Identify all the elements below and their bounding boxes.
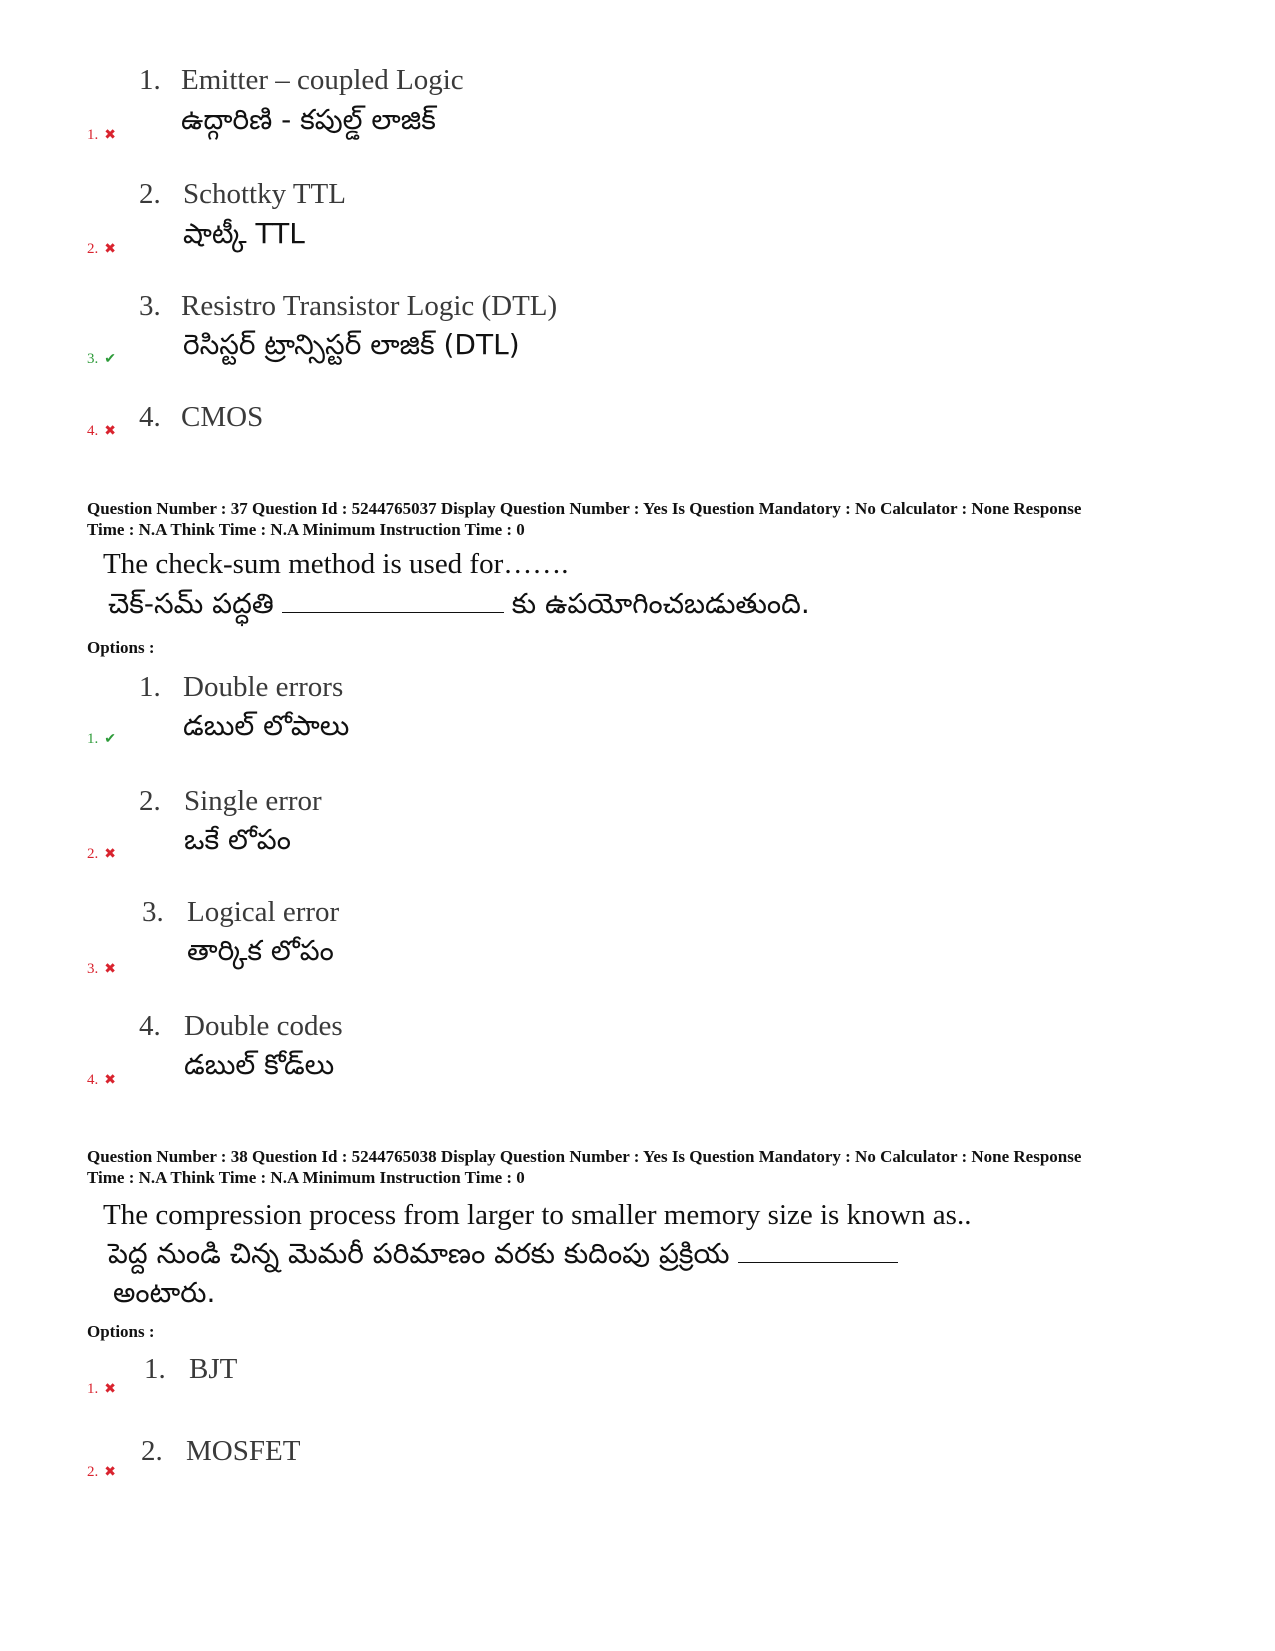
option-text-telugu: ఉద్గారిణి - కపుల్డ్ లాజిక్: [181, 103, 436, 136]
option-text-telugu: డబుల్ లోపాలు: [183, 709, 350, 742]
question-text-telugu: చెక్-సమ్ పద్ధతి కు ఉపయోగించబడుతుంది.: [108, 587, 810, 620]
cross-icon: ✖: [104, 424, 116, 439]
cross-icon: ✖: [104, 128, 116, 143]
option-text-english: Double errors: [183, 671, 344, 703]
option-marker: 1. ✖: [87, 127, 116, 143]
option-number: 2.: [139, 785, 161, 817]
cross-icon: ✖: [104, 962, 116, 977]
option-marker: 4. ✖: [87, 1072, 116, 1088]
option-number: 1.: [144, 1353, 166, 1385]
cross-icon: ✖: [104, 1382, 116, 1397]
option-number: 4.: [139, 401, 161, 433]
option-text-english: Schottky TTL: [183, 178, 346, 210]
option-text-english: Resistro Transistor Logic (DTL): [181, 290, 558, 322]
answer-blank: [738, 1238, 898, 1263]
option-marker: 2. ✖: [87, 1464, 116, 1480]
answer-blank: [282, 588, 504, 613]
question-text-english: The compression process from larger to smaller memory size is known as..: [103, 1199, 972, 1231]
option-number: 4.: [139, 1010, 161, 1042]
option-number: 3.: [139, 290, 161, 322]
option-text-telugu: షాట్కీ TTL: [183, 217, 305, 250]
cross-icon: ✖: [104, 847, 116, 862]
option-number: 2.: [141, 1435, 163, 1467]
question-text-telugu-line2: అంటారు.: [113, 1276, 216, 1309]
option-text-english: Logical error: [187, 896, 340, 928]
options-label: Options :: [87, 638, 155, 657]
option-text-english: Emitter – coupled Logic: [181, 64, 464, 96]
option-number: 1.: [139, 64, 161, 96]
option-number: 2.: [139, 178, 161, 210]
option-text-english: Single error: [184, 785, 322, 817]
question-text-english: The check-sum method is used for…….: [103, 548, 569, 580]
option-text-telugu: రెసిస్టర్ ట్రాన్సిస్టర్ లాజిక్ (DTL): [183, 328, 520, 361]
cross-icon: ✖: [104, 1465, 116, 1480]
option-marker: 4. ✖: [87, 423, 116, 439]
option-marker: 2. ✖: [87, 846, 116, 862]
option-number: 1.: [139, 671, 161, 703]
question-meta: Question Number : 37 Question Id : 5244765037 Display Question Number : Yes Is Question Mandatory : No Calculator : None Response Time : N.A Think Time : N.A Minimum Instruction Time : 0: [87, 499, 1082, 539]
option-text-english: Double codes: [184, 1010, 343, 1042]
option-text-telugu: తార్కిక లోపం: [187, 934, 334, 967]
question-meta: Question Number : 38 Question Id : 5244765038 Display Question Number : Yes Is Question Mandatory : No Calculator : None Response Time : N.A Think Time : N.A Minimum Instruction Time : 0: [87, 1147, 1082, 1187]
option-text-english: CMOS: [181, 401, 264, 433]
question-text-telugu: పెద్ద నుండి చిన్న మెమరీ పరిమాణం వరకు కుదింపు ప్రక్రియ: [108, 1237, 906, 1277]
cross-icon: ✖: [104, 242, 116, 257]
option-marker: 3. ✖: [87, 961, 116, 977]
option-text-english: BJT: [189, 1353, 238, 1385]
option-text-english: MOSFET: [186, 1435, 301, 1467]
options-label: Options :: [87, 1322, 155, 1341]
option-marker: 3. ✔: [87, 351, 116, 367]
option-marker: 2. ✖: [87, 241, 116, 257]
option-text-telugu: డబుల్ కోడ్‌లు: [184, 1048, 335, 1081]
option-marker: 1. ✖: [87, 1381, 116, 1397]
option-marker: 1. ✔: [87, 731, 116, 747]
check-icon: ✔: [104, 732, 116, 747]
option-text-telugu: ఒకే లోపం: [184, 823, 291, 856]
check-icon: ✔: [104, 352, 116, 367]
cross-icon: ✖: [104, 1073, 116, 1088]
option-number: 3.: [142, 896, 164, 928]
